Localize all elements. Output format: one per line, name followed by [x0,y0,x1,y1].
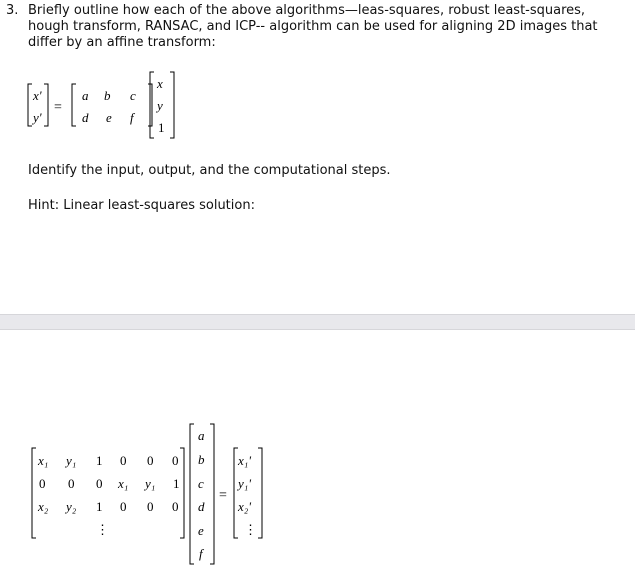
matrix-e: e [106,110,112,125]
a-r1-c6: 0 [172,453,179,468]
a-r2-c3: 0 [96,476,103,491]
lhs-right-bracket [44,84,48,126]
a-r3-c4: 0 [120,499,127,514]
a-r1-c2: y₁ [66,453,77,468]
least-squares-system [26,422,276,567]
rhs-x1: x₁' [238,453,252,468]
matrix-d: d [82,110,89,125]
rhs-ellipsis: ⋮ [244,522,257,537]
hint-text: Hint: Linear least-squares solution: [28,198,255,213]
a-r1-c1: x₁ [38,453,49,468]
a-r2-c4: x₁ [118,476,129,491]
lhs-left-bracket [28,84,32,126]
a-r2-c2: 0 [68,476,75,491]
a-left-bracket [32,448,36,538]
lhs-y-prime: y' [33,110,42,125]
a-r3-c2: y₂ [66,499,77,514]
rhs-y1: y₁' [238,476,252,491]
rhs-right-bracket [258,448,262,538]
instruction-text: Identify the input, output, and the computational steps. [28,163,391,178]
rhs-x2: x₂' [238,499,252,514]
section-divider [0,314,635,330]
matrix-c: c [130,88,136,103]
matrix-left-bracket [72,84,76,126]
a-r3-c3: 1 [96,499,103,514]
a-r1-c3: 1 [96,453,103,468]
lhs-x-prime: x' [33,88,42,103]
a-r1-c5: 0 [147,453,154,468]
vector-x: x [157,76,163,91]
affine-equals: = [54,100,62,115]
a-r3-c6: 0 [172,499,179,514]
a-r2-c1: 0 [39,476,46,491]
a-r2-c5: y₁ [145,476,156,491]
a-r3-c1: x₂ [38,499,49,514]
vector-one: 1 [158,120,165,135]
matrix-b: b [104,88,111,103]
matrix-a: a [82,88,89,103]
a-r2-c6: 1 [173,476,180,491]
p-a: a [198,428,205,443]
question-text: Briefly outline how each of the above algorithms—leas-squares, robust least-squares, hough transform, RANSAC, and ICP-- algorithm can be used for aligning 2D images that differ by an affine transform: [28,3,598,50]
ls-equals: = [219,488,227,503]
question-number: 3. [6,3,19,18]
affine-equation [24,70,184,140]
p-c: c [198,476,204,491]
p-left-bracket [190,424,194,564]
a-r3-c5: 0 [147,499,154,514]
vector-right-bracket [170,72,174,138]
p-d: d [198,499,205,514]
p-right-bracket [210,424,214,564]
vector-y: y [157,98,163,113]
a-r1-c4: 0 [120,453,127,468]
a-ellipsis: ⋮ [96,522,109,537]
p-b: b [198,452,205,467]
p-f: f [199,546,203,561]
p-e: e [198,523,204,538]
matrix-f: f [130,110,134,125]
a-right-bracket [180,448,184,538]
